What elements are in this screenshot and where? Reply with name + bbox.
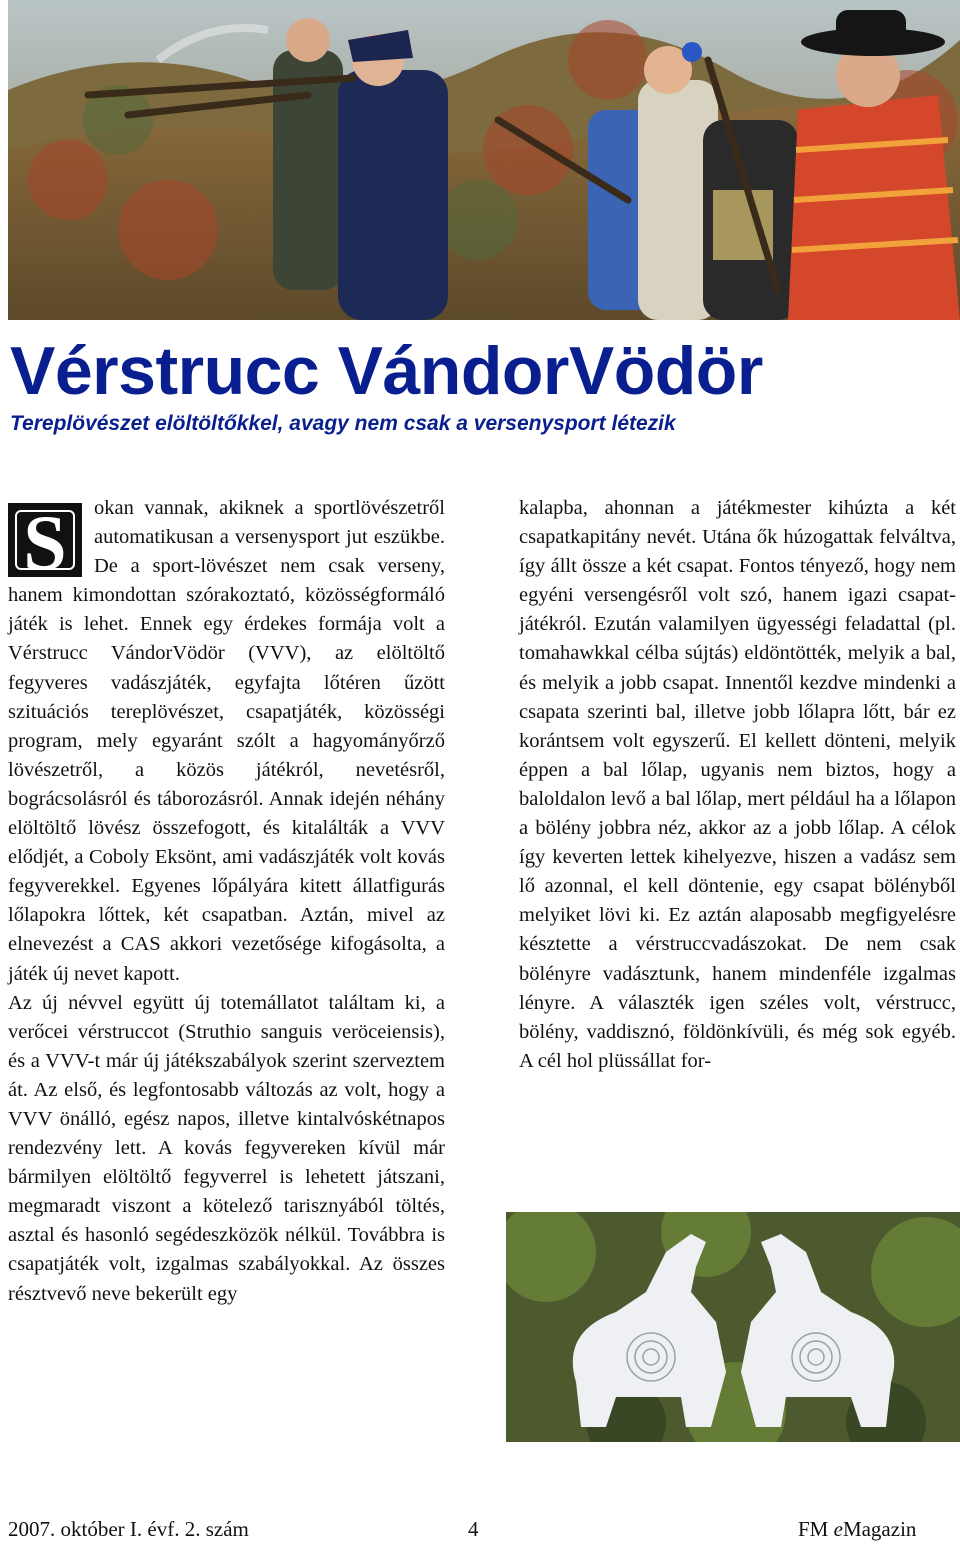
paragraph: okan vannak, akiknek a sportlövészetről automatikusan a versenysport jut eszükbe. De a sport-lövészet nem csak verseny, hanem kimondottan szórakoztató, közösségformáló játék is lehet. Ennek egy érdekes formája volt a Vérstrucc VándorVödör (VVV), az elöltöltő fegyveres vadászjáték, egyfajta lőtéren űzött szituációs tereplövészet, csapatjáték, közösségi program, mely egyaránt szólt a hagyományőrző lövészetről, a közös játékról, nevetésről, bográcsolásról és táborozásról. Annak idején néhány elöltöltő lövész összefogott, és kitalálták a VVV elődjét, a Coboly Eksönt, ami vadászjáték volt kovás fegyverekkel. Egyenes lőpályára kitett állatfigurás lőlapokra lőttek, két csapatban. Aztán, mivel az elnevezést a CAS akkori vezetősége kifogásolta, a játék új nevet kapott.: [8, 497, 445, 985]
ornamental-dropcap: S: [8, 503, 82, 577]
footer-magazine-name: FM eMagazin: [798, 1517, 917, 1541]
text-column-left: [8, 494, 445, 1309]
paragraph: kalapba, ahonnan a játékmester kihúzta a két csapatkapitány nevét. Utána ők húzogattak felváltva, így állt össze a két csapat. Fontos tényező, hogy nem egyéni versengésről volt szó, hanem igazi csapatjátékról. Ezután valamilyen ügyességi feladattal (pl. tomahawkkal célba sújtás) eldöntötték, melyik a bal, és melyik a jobb csapat. Innentől kezdve mindenki a csapata szerinti bal, illetve jobb lőlapra lőtt, bár ez korántsem volt egyszerű. El kellett dönteni, melyik éppen a bal lőlap, ugyanis nem biztos, hogy a baloldalon levő a bal lőlap, mert például ha a lőlapon a bölény jobbra néz, akkor az a jobb lőlap. A célok így keverten lettek kihelyezve, hiszen a vadász sem lő azonnal, el kell döntenie, egy csapat bölényből melyiket lövi ki. Ez aztán alaposabb megfigyelésre késztette a vérstruccvadászokat. De nem csak bölényre vadásztunk, hanem mindenféle izgalmas lényre. A választék igen széles volt, vérstrucc, bölény, vaddisznó, földönkívüli, és még sok egyéb. A cél hol plüssállat for-: [519, 497, 956, 1072]
article-subtitle: Tereplövészet elöltöltőkkel, avagy nem csak a versenysport létezik: [10, 412, 676, 435]
footer-date-issue: 2007. október I. évf. 2. szám: [8, 1517, 249, 1541]
hero-photo-muzzleloader-shooters: [8, 0, 960, 320]
footer-page-number: 4: [468, 1517, 479, 1541]
paragraph: Az új névvel együtt új totemállatot találtam ki, a verőcei vérstruccot (Struthio sanguis veröceiensis), és a VVV-t már új játékszabályok szerint szerveztem át. Az első, és legfontosabb változás az volt, hogy a VVV önálló, egész napos, illetve kintalvóskétnapos rendezvény lett. A kovás fegyvereken kívül már bármilyen elöltöltő fegyverrel is lehetett játszani, megmaradt viszont a kötelező tarisznyából töltés, asztal és hasonló segédeszközök nélkül. Továbbra is csapatjáték volt, izgalmas szabályokkal. Az összes résztvevő neve bekerült egy: [8, 991, 445, 1305]
text-column-right: [519, 494, 956, 1076]
photo-bear-targets: [506, 1212, 960, 1442]
magazine-e-letter: e: [833, 1517, 843, 1541]
article-title: Vérstrucc VándorVödör: [10, 333, 763, 409]
